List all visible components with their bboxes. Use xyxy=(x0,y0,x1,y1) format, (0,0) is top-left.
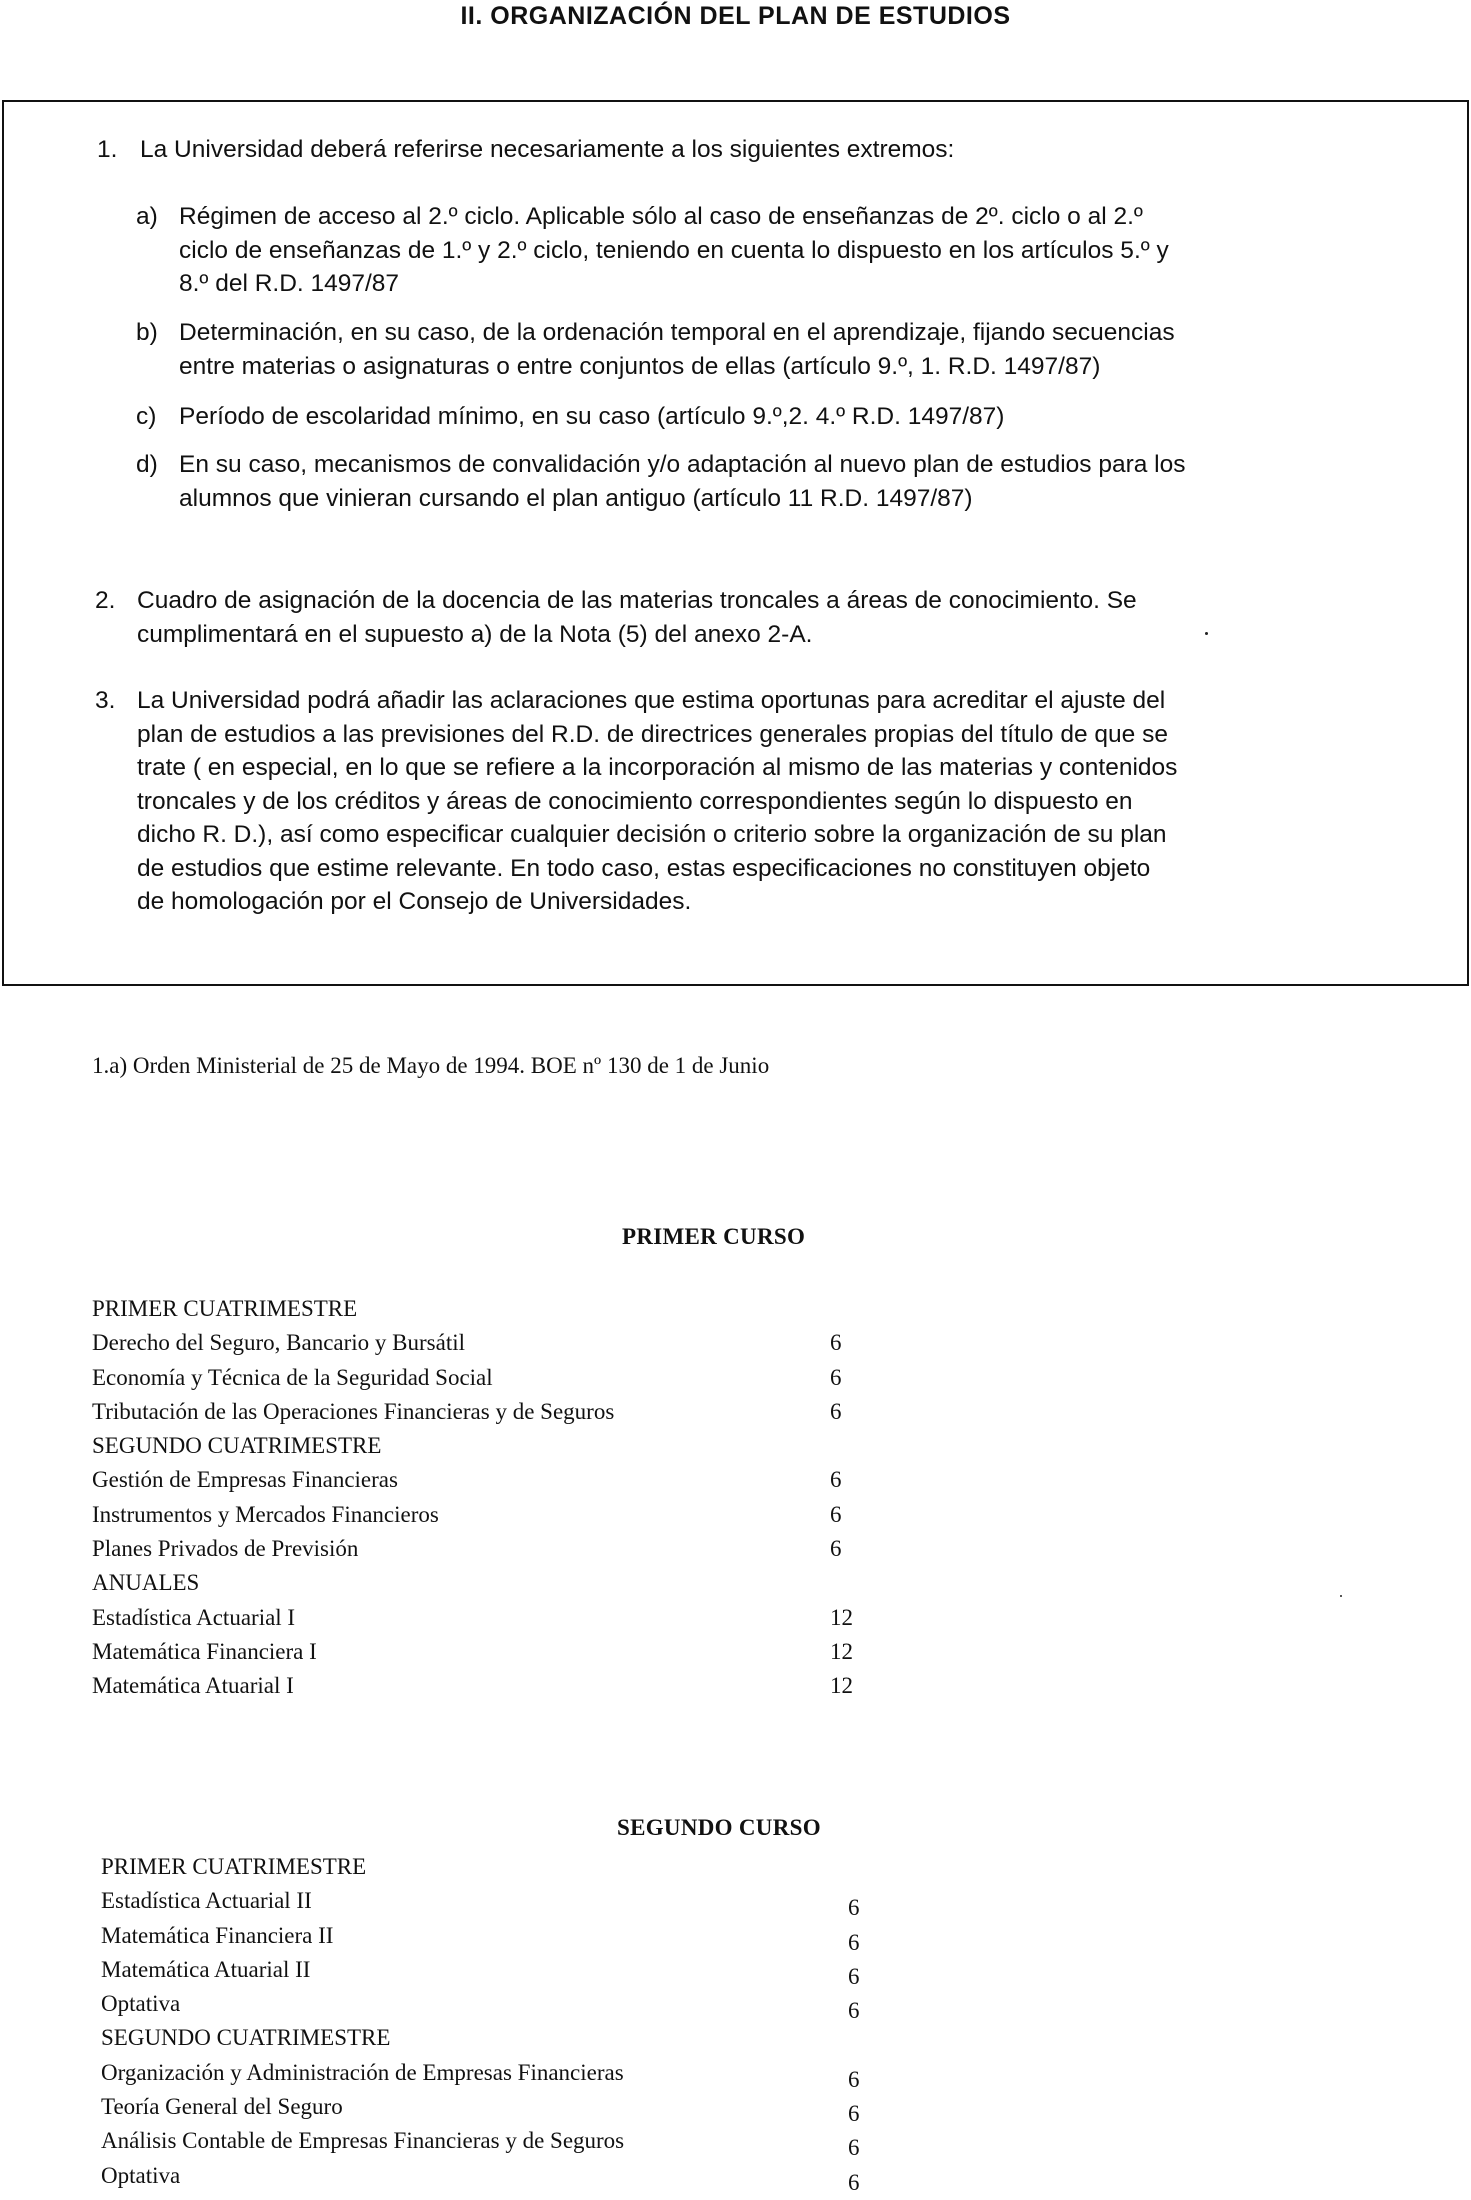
list-item: PRIMER CUATRIMESTRE xyxy=(92,1296,358,1321)
item-1 xyxy=(97,133,117,167)
item-3-line: plan de estudios a las previsiones del R.D. de directrices generales propias del título de que se xyxy=(137,720,1168,748)
item-3-line: La Universidad podrá añadir las aclaraciones que estima oportunas para acreditar el ajuste del xyxy=(137,687,1166,714)
list-item: Matemática Financiera II 6 xyxy=(101,1922,860,1955)
scan-speck xyxy=(1340,1595,1342,1597)
item-2-number: 2. xyxy=(95,587,116,614)
list-item: Estadística Actuarial II 6 xyxy=(101,1888,860,1921)
list-item: Matemática Financiera I 12 xyxy=(92,1638,853,1664)
scan-speck xyxy=(1205,632,1208,635)
list-item: Gestión de Empresas Financieras 6 xyxy=(92,1467,842,1493)
subitem-c-line: Período de escolaridad mínimo, en su caso (artículo 9.º,2. 4.º R.D. 1497/87) xyxy=(179,403,1005,430)
item-3-line: de homologación por el Consejo de Universidades. xyxy=(137,888,692,915)
list-item: Organización y Administración de Empresas Financieras 6 xyxy=(101,2059,860,2092)
subitem-b-letter: b) xyxy=(136,319,158,346)
item-1-number: 1. xyxy=(97,136,118,163)
item-3 xyxy=(137,684,1177,919)
item-3-line: trate ( en especial, en lo que se refiere a la incorporación al mismo de las materias y contenidos xyxy=(137,754,1178,781)
list-item: SEGUNDO CUATRIMESTRE xyxy=(92,1433,382,1459)
list-item: Tributación de las Operaciones Financieras y de Seguros 6 xyxy=(92,1398,842,1424)
subitem-d xyxy=(179,448,1186,515)
footnote: 1.a) Orden Ministerial de 25 de Mayo de 1994. BOE nº 130 de 1 de Junio xyxy=(92,1053,770,1078)
segundo-curso-list xyxy=(101,1850,860,2195)
list-item: Derecho del Seguro, Bancario y Bursátil 6 xyxy=(92,1330,842,1356)
list-item: Instrumentos y Mercados Financieros 6 xyxy=(92,1501,842,1527)
list-item: Matemática Atuarial II 6 xyxy=(101,1956,860,1989)
subitem-d-line: En su caso, mecanismos de convalidación y/o adaptación al nuevo plan de estudios para los xyxy=(179,451,1186,478)
subitem-c-letter: c) xyxy=(136,403,157,430)
item-1-text: La Universidad deberá referirse necesariamente a los siguientes extremos: xyxy=(140,136,955,163)
primer-curso-title: PRIMER CURSO xyxy=(622,1224,806,1249)
list-item: Matemática Atuarial I 12 xyxy=(92,1673,853,1699)
subitem-b-line: entre materias o asignaturas o entre conjuntos de ellas (artículo 9.º, 1. R.D. 1497/87) xyxy=(179,352,1101,380)
subitem-d-line: alumnos que vinieran cursando el plan antiguo (artículo 11 R.D. 1497/87) xyxy=(179,484,973,512)
subitem-a-line: ciclo de enseñanzas de 1.º y 2.º ciclo, teniendo en cuenta lo dispuesto en los artículos 5.º y xyxy=(179,236,1169,264)
item-3-line: de estudios que estime relevante. En todo caso, estas especificaciones no constituyen objeto xyxy=(137,854,1151,882)
list-item: Análisis Contable de Empresas Financieras y de Seguros 6 xyxy=(101,2128,860,2161)
list-item: Optativa 6 xyxy=(101,2162,860,2195)
subitem-d-letter: d) xyxy=(136,451,158,478)
subitem-a-line: 8.º del R.D. 1497/87 xyxy=(179,270,400,297)
item-3-number: 3. xyxy=(95,687,116,714)
subitem-c xyxy=(179,400,1004,434)
list-item: PRIMER CUATRIMESTRE xyxy=(101,1854,367,1879)
list-item: Economía y Técnica de la Seguridad Social 6 xyxy=(92,1364,842,1390)
subitem-a-line: Régimen de acceso al 2.º ciclo. Aplicable sólo al caso de enseñanzas de 2º. ciclo o al 2.º xyxy=(179,203,1143,230)
primer-curso-list xyxy=(92,1292,853,1704)
item-3-line: troncales y de los créditos y áreas de conocimiento correspondientes según lo dispuesto en xyxy=(137,787,1133,815)
subitem-b-line: Determinación, en su caso, de la ordenación temporal en el aprendizaje, fijando secuencias xyxy=(179,319,1175,346)
list-item: SEGUNDO CUATRIMESTRE xyxy=(101,2025,391,2051)
list-item: Teoría General del Seguro 6 xyxy=(101,2094,860,2127)
subitem-a xyxy=(179,200,1169,301)
page-title: II. ORGANIZACIÓN DEL PLAN DE ESTUDIOS xyxy=(460,2,1011,30)
item-3-line: dicho R. D.), así como especificar cualquier decisión o criterio sobre la organización de su plan xyxy=(137,821,1167,848)
subitem-a-letter: a) xyxy=(136,203,158,230)
item-2 xyxy=(137,584,1137,651)
item-2-line: Cuadro de asignación de la docencia de las materias troncales a áreas de conocimiento. Se xyxy=(137,587,1137,614)
item-2-line: cumplimentará en el supuesto a) de la Nota (5) del anexo 2-A. xyxy=(137,620,813,648)
list-item: Estadística Actuarial I 12 xyxy=(92,1604,853,1630)
list-item: Optativa 6 xyxy=(101,1991,860,2024)
list-item: ANUALES xyxy=(92,1570,200,1596)
list-item: Planes Privados de Previsión 6 xyxy=(92,1536,842,1562)
segundo-curso-title: SEGUNDO CURSO xyxy=(617,1815,821,1840)
subitem-b xyxy=(179,316,1175,383)
